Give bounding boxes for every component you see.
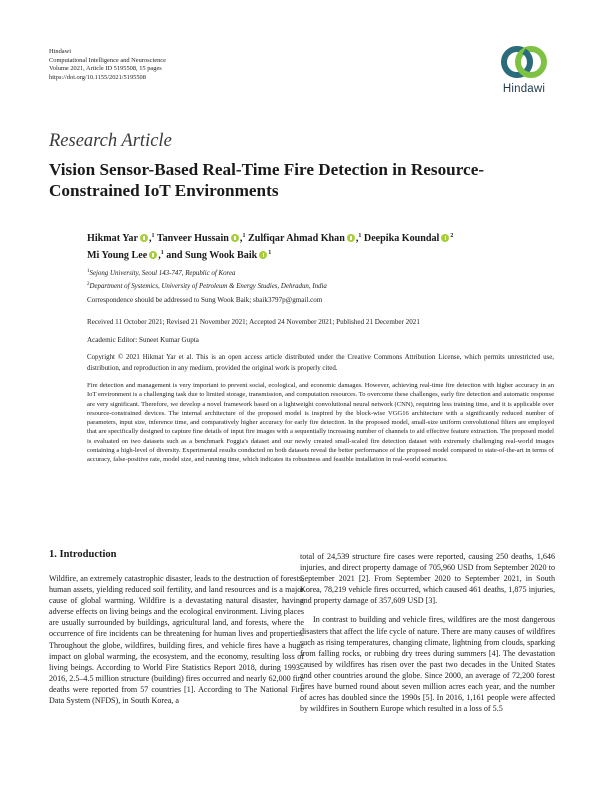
section-heading: 1. Introduction — [49, 549, 117, 560]
author-name: and Sung Wook Baik — [166, 250, 258, 261]
author-name: Deepika Koundal — [363, 233, 440, 244]
affiliation-item: $^2$Department of Systemics, University of Petroleum & Energy Studies, Dehradun, India — [87, 282, 327, 291]
article-dates: Received 11 October 2021; Revised 21 November 2021; Accepted 24 November 2021; Published 21 December 2021 — [87, 318, 420, 326]
orcid-icon[interactable] — [347, 234, 355, 242]
journal-meta — [49, 48, 166, 82]
abstract: Fire detection and management is very important to prevent social, ecological, and economic damages. However, achieving real-time fire detection with higher accuracy in an IoT environment is a challenging task due to limited storage, transmission, and computation resources. To overcome these challenges, early fire detection and automatic response are very significant. Therefore, we develop a novel framework based on a lightweight convolutional neural network (CNN), requiring less training time, and it is applicable over resource-constrained devices. The internal architecture of the proposed model is inspired by the block-wise VGG16 architecture with a significantly reduced number of parameters, input size, inference time, and comparatively higher accuracy for early fire detection. In the proposed model, small-size uniform convolutional filters are employed that are specifically designed to capture fine details of input fire images with a sequentially increasing number of channels to aid effective feature extraction. The proposed model is evaluated on two datasets such as a benchmark Foggia's dataset and our newly created small-scaled fire detection dataset with extremely challenging real-world images containing a high-level of diversity. Experimental results conducted on both datasets reveal the better performance of the proposed model compared to state-of-the-art in terms of accuracy, false-positive rate, model size, and running time, which indicates its robustness and feasible installation in real-world scenarios. — [87, 382, 554, 463]
author-name: Hikmat Yar — [87, 233, 138, 244]
paragraph: total of 24,539 structure fire cases were reported, causing 250 deaths, 1,646 injuries, and direct property damage of 705,960 USD from September 2020 to September 2021 [2]. From September 2020 to September 2021, in South Korea, 78,219 vehicle fires occurred, which caused 461 deaths, 1,875 injuries, and property damage of 357,609 USD [3]. — [300, 552, 555, 606]
author[interactable] — [364, 233, 453, 244]
volume-line: Volume 2021, Article ID 5195508, 15 pages — [49, 65, 162, 73]
hindawi-logo[interactable] — [494, 42, 554, 95]
article-title: Vision Sensor-Based Real-Time Fire Detection in Resource-Constrained IoT Environments — [49, 160, 485, 200]
author-list — [87, 229, 557, 263]
author-name: Zulfiqar Ahmad Khan — [247, 233, 345, 244]
author[interactable]: Tanveer Hussain ,$^1$ — [156, 233, 246, 244]
affiliation-marker: 1 — [268, 250, 272, 256]
affiliation-marker: 1 — [358, 233, 362, 239]
affiliations — [87, 266, 547, 292]
author[interactable]: Mi Young Lee ,$^1$ — [87, 250, 164, 261]
orcid-icon[interactable] — [259, 251, 267, 259]
publisher-name: Hindawi — [49, 48, 72, 55]
affiliation-marker: 2 — [450, 233, 454, 239]
author[interactable] — [166, 250, 271, 261]
orcid-icon[interactable] — [231, 234, 239, 242]
correspondence: Correspondence should be addressed to Sung Wook Baik; sbaik3797p@gmail.com — [87, 296, 323, 304]
article-type: Research Article — [49, 131, 172, 151]
logo-wordmark: Hindawi — [502, 83, 546, 95]
affiliation-marker: 1 — [160, 250, 164, 256]
paragraph: In contrast to building and vehicle fires, wildfires are the most dangerous disasters that affect the life cycle of nature. There are many causes of wildfires such as rising temperatures, changing climate, lightning from clouds, sparking from falling rocks, or rubbing dry trees during summers [4]. The devastation caused by wildfires has risen over the past two decades in the United States and other countries around the globe. Since 2000, an average of 72,200 forest fires have burned round about seven million acres each year, and the number of acres has doubled since the 1990s [5]. In 2016, 1,161 people were affected by wildfires in Southern Europe which resulted in a loss of 5.5 — [300, 615, 555, 714]
hindawi-logo-icon — [500, 42, 548, 82]
orcid-icon[interactable] — [149, 251, 157, 259]
affiliation-marker: 1 — [242, 233, 246, 239]
paragraph: Wildfire, an extremely catastrophic disaster, leads to the destruction of forests, human assets, yielding reduced soil fertility, and land resources and is a major cause of global warming. Wildfire is a devastating natural disaster, having adverse effects on living beings and the ecological environment. Living places are usually surrounded by buildings, agricultural land, and forests, where the occurrence of fire incidents can be threatening for human lives and properties. Throughout the globe, wildfires, building fires, and vehicle fires have a huge impact on global warming, the ecosystem, and the economy, resulting loss of living beings. According to World Fire Statistics Report 2018, during 1993–2016, 2.5–4.5 million structure (building) fires occurred and nearly 62,000 fire deaths were reported from 57 countries [1]. According to The National Fire Data System (NFDS), in South Korea, a — [49, 574, 304, 706]
doi-link[interactable]: https://doi.org/10.1155/2021/5195508 — [49, 73, 146, 81]
orcid-icon[interactable] — [140, 234, 148, 242]
author-name: Mi Young Lee — [87, 250, 148, 261]
author[interactable]: Zulfiqar Ahmad Khan ,$^1$ — [247, 233, 362, 244]
body-column-left — [49, 573, 304, 706]
affiliation-marker: 1 — [151, 233, 155, 239]
body-column-right — [300, 551, 555, 714]
copyright-notice: Copyright © 2021 Hikmat Yar et al. This is an open access article distributed under the Creative Commons Attribution License, which permits unrestricted use, distribution, and reproduction in any medium, provided the original work is properly cited. — [87, 354, 554, 372]
author-name: Tanveer Hussain — [156, 233, 229, 244]
journal-name: Computational Intelligence and Neuroscience — [49, 56, 166, 64]
orcid-icon[interactable] — [441, 234, 449, 242]
author[interactable]: Hikmat Yar ,$^1$ — [87, 233, 155, 244]
academic-editor: Academic Editor: Suneet Kumar Gupta — [87, 336, 199, 344]
affiliation-item: $^1$Sejong University, Seoul 143-747, Republic of Korea — [87, 269, 236, 277]
